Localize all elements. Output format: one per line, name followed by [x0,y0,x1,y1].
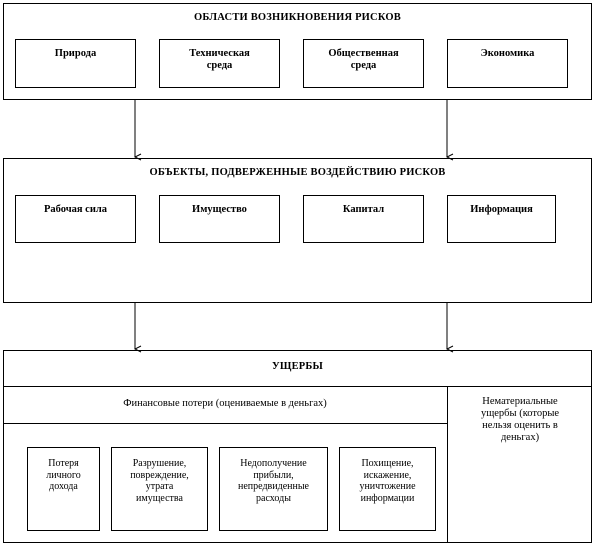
risk-area-social: Общественная среда [303,39,424,88]
object-information: Информация [447,195,556,243]
financial-losses-label: Финансовые потери (оцениваемые в деньгах) [123,398,327,409]
damage-profit-loss: Недополучение прибыли, непредвиденные расходы [219,447,328,531]
damage-property-loss: Разрушение, повреждение, утрата имущества [111,447,208,531]
risk-area-economy: Экономика [447,39,568,88]
objects-title: ОБЪЕКТЫ, ПОДВЕРЖЕННЫЕ ВОЗДЕЙСТВИЮ РИСКОВ [149,167,446,178]
object-capital: Капитал [303,195,424,243]
nonmaterial-damages-label: Нематериальные ущербы (которые нельзя оценить в деньгах) [480,396,560,443]
damage-income-loss: Потеря личного дохода [27,447,100,531]
damages-title: УЩЕРБЫ [271,361,324,372]
risk-areas-title: ОБЛАСТИ ВОЗНИКНОВЕНИЯ РИСКОВ [194,12,401,23]
object-labor: Рабочая сила [15,195,136,243]
risk-area-nature: Природа [15,39,136,88]
risk-area-technical: Техническая среда [159,39,280,88]
object-property: Имущество [159,195,280,243]
damage-information-loss: Похищение, искажение, уничтожение информации [339,447,436,531]
